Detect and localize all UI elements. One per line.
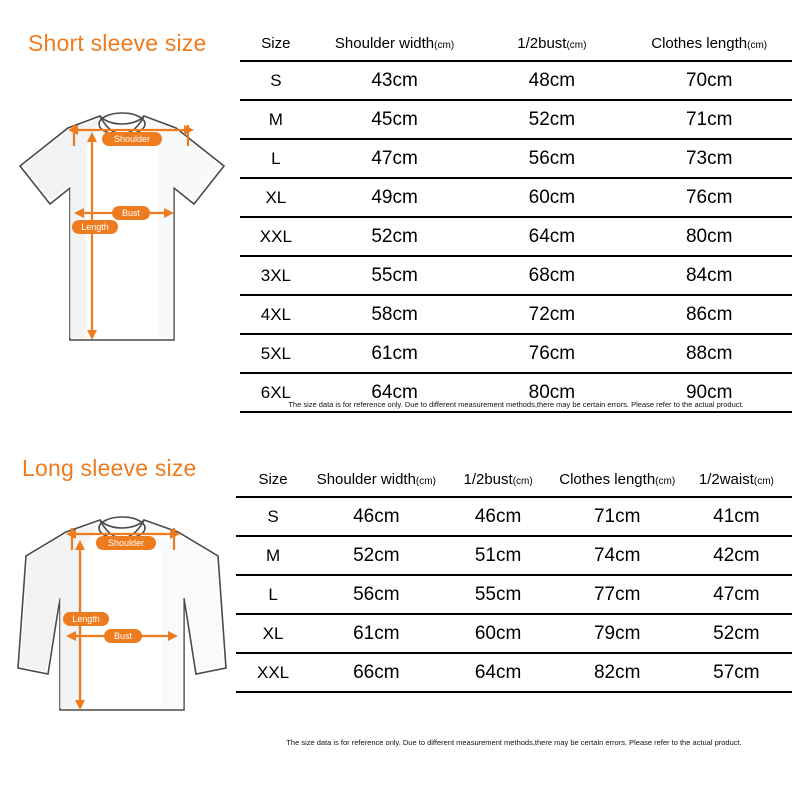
table-row	[236, 575, 792, 614]
table-row	[236, 497, 792, 536]
cell-length: 88cm	[626, 334, 792, 373]
cell-size: 4XL	[240, 295, 312, 334]
col-header-shoulder-width: Shoulder width(cm)	[312, 26, 478, 61]
cell-shoulder: 52cm	[312, 217, 478, 256]
col-header-shoulder-width: Shoulder width(cm)	[310, 462, 442, 497]
cell-shoulder: 56cm	[310, 575, 442, 614]
cell-waist: 47cm	[681, 575, 792, 614]
cell-bust: 68cm	[477, 256, 626, 295]
col-header-half-bust: 1/2bust(cm)	[443, 462, 554, 497]
cell-size: 5XL	[240, 334, 312, 373]
cell-size: 3XL	[240, 256, 312, 295]
table-row	[236, 536, 792, 575]
short-sleeve-size-table	[240, 26, 792, 413]
shoulder-label: Shoulder	[107, 538, 145, 548]
long-sleeve-disclaimer: The size data is for reference only. Due to different measurement methods,there may be certain errors. Please refer to the actual product.	[286, 738, 742, 747]
short-sleeve-size-table-wrap	[240, 26, 792, 413]
cell-size: M	[240, 100, 312, 139]
col-header-size: Size	[236, 462, 310, 497]
cell-length: 74cm	[554, 536, 681, 575]
table-row	[240, 334, 792, 373]
cell-bust: 46cm	[443, 497, 554, 536]
cell-size: S	[240, 61, 312, 100]
col-header-half-waist: 1/2waist(cm)	[681, 462, 792, 497]
cell-shoulder: 47cm	[312, 139, 478, 178]
long-sleeve-title: Long sleeve size	[22, 455, 197, 481]
cell-size: 6XL	[240, 373, 312, 412]
cell-size: XL	[236, 614, 310, 653]
long-sleeve-illustration	[8, 478, 236, 748]
cell-bust: 76cm	[477, 334, 626, 373]
shoulder-label: Shoulder	[113, 134, 151, 144]
table-row	[240, 61, 792, 100]
cell-length: 90cm	[626, 373, 792, 412]
col-header-clothes-length: Clothes length(cm)	[554, 462, 681, 497]
cell-shoulder: 55cm	[312, 256, 478, 295]
cell-size: XXL	[236, 653, 310, 692]
cell-size: L	[236, 575, 310, 614]
cell-length: 80cm	[626, 217, 792, 256]
cell-length: 79cm	[554, 614, 681, 653]
table-row	[240, 217, 792, 256]
cell-shoulder: 58cm	[312, 295, 478, 334]
cell-bust: 52cm	[477, 100, 626, 139]
cell-bust: 55cm	[443, 575, 554, 614]
long-sleeve-size-table	[236, 462, 792, 693]
table-row	[240, 256, 792, 295]
cell-bust: 60cm	[477, 178, 626, 217]
cell-bust: 64cm	[443, 653, 554, 692]
cell-size: L	[240, 139, 312, 178]
short-sleeve-title: Short sleeve size	[28, 30, 207, 56]
cell-bust: 72cm	[477, 295, 626, 334]
long-sleeve-size-table-wrap	[236, 462, 792, 693]
cell-shoulder: 45cm	[312, 100, 478, 139]
table-header-row	[236, 462, 792, 497]
cell-waist: 41cm	[681, 497, 792, 536]
cell-shoulder: 43cm	[312, 61, 478, 100]
bust-label: Bust	[113, 631, 133, 641]
cell-bust: 64cm	[477, 217, 626, 256]
table-row	[240, 139, 792, 178]
cell-length: 84cm	[626, 256, 792, 295]
bust-label: Bust	[121, 208, 141, 218]
length-label: Length	[72, 614, 100, 624]
cell-length: 86cm	[626, 295, 792, 334]
col-header-half-bust: 1/2bust(cm)	[477, 26, 626, 61]
table-row	[236, 614, 792, 653]
length-label: Length	[81, 222, 109, 232]
tshirt-graphic	[20, 113, 224, 340]
table-row	[240, 295, 792, 334]
table-header-row	[240, 26, 792, 61]
cell-shoulder: 64cm	[312, 373, 478, 412]
cell-shoulder: 46cm	[310, 497, 442, 536]
cell-size: XXL	[240, 217, 312, 256]
cell-bust: 48cm	[477, 61, 626, 100]
cell-length: 77cm	[554, 575, 681, 614]
col-header-clothes-length: Clothes length(cm)	[626, 26, 792, 61]
col-header-size: Size	[240, 26, 312, 61]
cell-bust: 60cm	[443, 614, 554, 653]
cell-length: 70cm	[626, 61, 792, 100]
cell-length: 82cm	[554, 653, 681, 692]
table-row	[240, 178, 792, 217]
cell-length: 71cm	[554, 497, 681, 536]
table-row	[236, 653, 792, 692]
short-sleeve-illustration	[8, 28, 236, 378]
table-row	[240, 100, 792, 139]
cell-shoulder: 61cm	[312, 334, 478, 373]
cell-bust: 51cm	[443, 536, 554, 575]
cell-size: S	[236, 497, 310, 536]
cell-shoulder: 52cm	[310, 536, 442, 575]
cell-waist: 42cm	[681, 536, 792, 575]
cell-size: M	[236, 536, 310, 575]
cell-waist: 57cm	[681, 653, 792, 692]
cell-length: 73cm	[626, 139, 792, 178]
cell-size: XL	[240, 178, 312, 217]
cell-bust: 80cm	[477, 373, 626, 412]
cell-length: 76cm	[626, 178, 792, 217]
cell-shoulder: 49cm	[312, 178, 478, 217]
cell-shoulder: 66cm	[310, 653, 442, 692]
cell-length: 71cm	[626, 100, 792, 139]
cell-shoulder: 61cm	[310, 614, 442, 653]
cell-bust: 56cm	[477, 139, 626, 178]
short-sleeve-disclaimer: The size data is for reference only. Due to different measurement methods,there may be certain errors. Please refer to the actual product.	[288, 400, 744, 409]
cell-waist: 52cm	[681, 614, 792, 653]
